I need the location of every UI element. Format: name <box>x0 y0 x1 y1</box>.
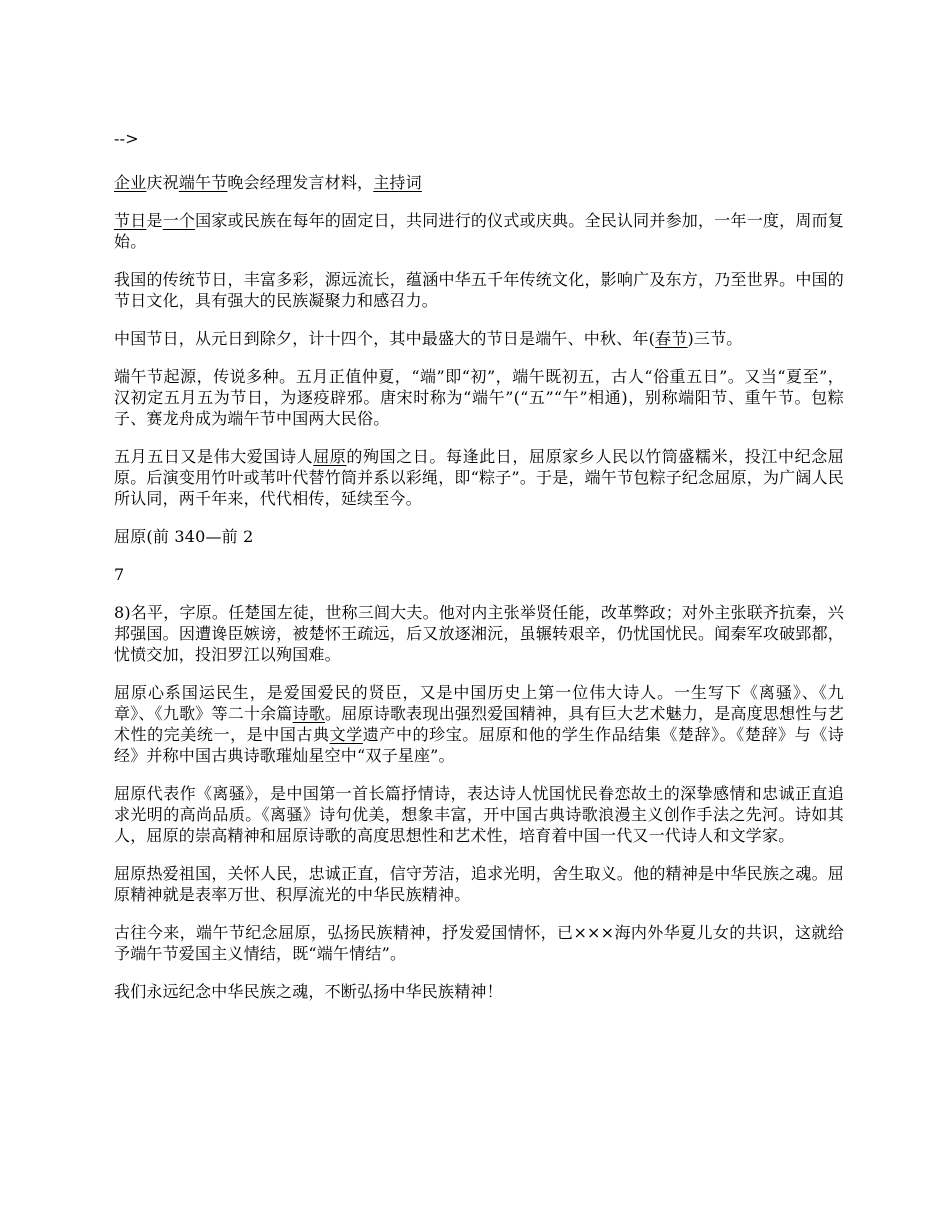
paragraph-commemoration <box>114 922 844 964</box>
paragraph-festival-definition <box>114 210 844 252</box>
link-literature[interactable]: 文学 <box>329 725 363 744</box>
paragraph-text: 遗产中的珍宝。屈原和他的学生作品结集《楚辞》。《楚辞》与《诗经》并称中国古典诗歌璀灿星空中“双子星座”。 <box>114 725 844 765</box>
paragraph-text: 的殉国之日。每逢此日，屈原家乡人民以竹筒盛糯米，投江中纪念屈原。后演变用竹叶或苇叶代替竹筒并系以彩绳，即“粽子”。于是，端午节包粽子纪念屈原，为广阔人民所认同，两千年来，代代相传，延续至今。 <box>114 447 844 508</box>
title-text: 晚会经理发言材料， <box>227 173 374 192</box>
title-text: 庆祝 <box>146 173 179 192</box>
paragraph-qu-yuan-dates <box>114 526 844 547</box>
document-page <box>114 128 844 1019</box>
paragraph-text: 古往今来，端午节纪念屈原，弘扬民族精神，抒发爱国情怀，已×××海内外华夏儿女的共识，这就给予端午节爱国主义情结，既“端午情结”。 <box>114 923 844 963</box>
paragraph-li-sao <box>114 783 844 846</box>
link-poetry[interactable]: 诗歌 <box>292 704 326 723</box>
link-spring-festival[interactable]: 春节 <box>655 329 688 348</box>
link-one[interactable]: 一个 <box>162 211 196 230</box>
document-title <box>114 172 844 193</box>
paragraph-qu-yuan-spirit <box>114 863 844 905</box>
paragraph-text: 我们永远纪念中华民族之魂，不断弘扬中华民族精神！ <box>114 982 503 1001</box>
comment-marker: --> <box>114 129 139 148</box>
paragraph-qu-yuan-biography <box>114 602 844 665</box>
paragraph-qu-yuan-poet <box>114 682 844 766</box>
link-dragon-boat-festival[interactable]: 端午节 <box>178 173 228 192</box>
paragraph-text: )三节。 <box>687 329 743 348</box>
paragraph-text: 。屈原诗歌表现出强烈爱国精神，具有巨大艺术魅力，是高度思想性与艺术性的完美统一，是中国古典 <box>114 704 844 744</box>
paragraph-text: 中国节日，从元日到除夕，计十四个，其中最盛大的节日是端午、中秋、年( <box>114 329 656 348</box>
paragraph-text: 屈原热爱祖国，关怀人民，忠诚正直，信守芳洁，追求光明，舍生取义。他的精神是中华民族之魂。屈原精神就是表率万世、积厚流光的中华民族精神。 <box>114 864 844 904</box>
link-enterprise[interactable]: 企业 <box>114 173 147 192</box>
paragraph-text: 五月五日又是伟大爱国诗人 <box>114 447 314 466</box>
link-festival[interactable]: 节日 <box>114 211 147 230</box>
paragraph-fragment-number <box>114 564 844 585</box>
paragraph-closing <box>114 981 844 1002</box>
paragraph-text: 屈原心系国运民生，是爱国爱民的贤臣，又是中国历史上第一位伟大诗人。一生写下《离骚》、《九章》、《九歌》等二十余篇 <box>114 683 844 723</box>
link-host-script[interactable]: 主持词 <box>373 173 422 192</box>
paragraph-text: 屈原代表作《离骚》，是中国第一首长篇抒情诗，表达诗人忧国忧民眷恋故土的深挚感情和忠诚正直追求光明的高尚品质。《离骚》诗句优美，想象丰富，开中国古典诗歌浪漫主义创作手法之先河。诗如其人，屈原的崇高精神和屈原诗歌的高度思想性和艺术性，培育着中国一代又一代诗人和文学家。 <box>114 784 844 845</box>
paragraph-text: 8)名平，字原。任楚国左徒，世称三闾大夫。他对内主张举贤任能，改革弊政；对外主张联齐抗秦，兴邦强国。因遭谗臣嫉谤，被楚怀王疏远，后又放逐湘沅，虽辗转艰辛，仍忧国忧民。闻秦军攻破郢都，忧愤交加，投汨罗江以殉国难。 <box>114 603 844 664</box>
paragraph-origin <box>114 366 844 429</box>
link-qu-yuan[interactable]: 屈原 <box>313 447 347 466</box>
paragraph-text: 7 <box>114 565 125 584</box>
paragraph-text: 屈原(前 340—前 2 <box>114 527 254 546</box>
paragraph-text: 端午节起源，传说多种。五月正值仲夏，“端”即“初”，端午既初五，古人“俗重五日”。又当“夏至”，汉初定五月五为节日，为逐疫辟邪。唐宋时称为“端午”(“五”“午”相通)，别称端阳节、重午节。包粽子、赛龙舟成为端午节中国两大民俗。 <box>114 367 844 428</box>
paragraph-text: 是 <box>146 211 163 230</box>
paragraph-traditional-festivals <box>114 269 844 311</box>
paragraph-text: 国家或民族在每年的固定日，共同进行的仪式或庆典。全民认同并参加，一年一度，周而复始。 <box>114 211 845 251</box>
paragraph-three-festivals <box>114 328 844 349</box>
paragraph-qu-yuan-day <box>114 446 844 509</box>
paragraph-text: 我国的传统节日，丰富多彩，源远流长，蕴涵中华五千年传统文化，影响广及东方，乃至世界。中国的节日文化，具有强大的民族凝聚力和感召力。 <box>114 270 844 310</box>
